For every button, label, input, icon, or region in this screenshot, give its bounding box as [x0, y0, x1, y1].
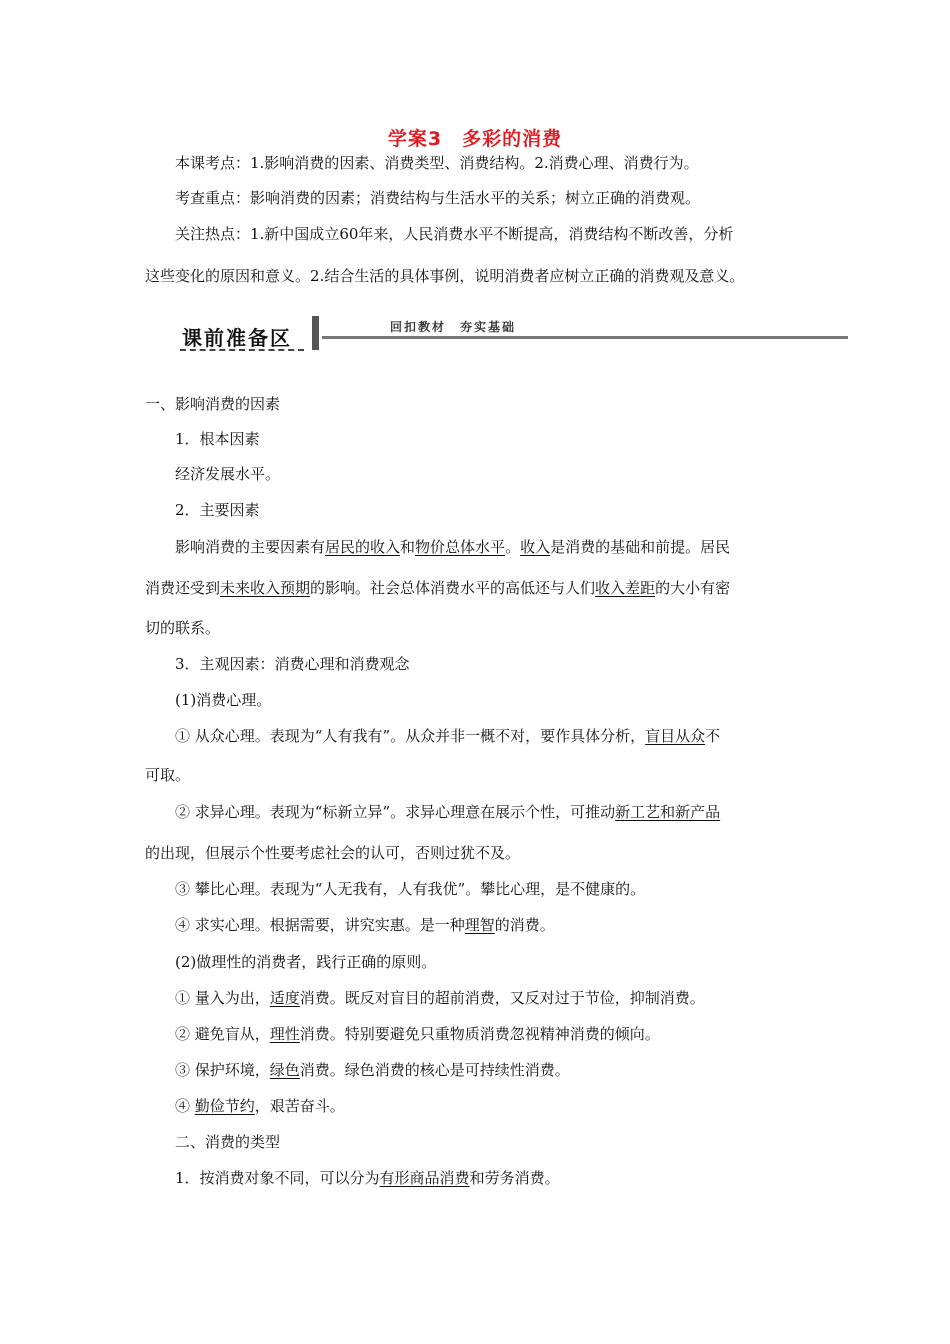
- principle-item-3: [175, 1060, 570, 1080]
- text-span: 影响消费的主要因素有: [175, 538, 326, 556]
- answer-blank: 理性: [269, 1025, 300, 1043]
- text-span: ② 求异心理。表现为“标新立异”。求异心理意在展示个性，可推动: [175, 803, 616, 821]
- answer-blank: 理智: [464, 916, 495, 934]
- text-span: 1．按消费对象不同，可以分为: [175, 1169, 380, 1187]
- text-span: 消费还受到: [145, 579, 221, 597]
- text-span: 和劳务消费。: [469, 1169, 560, 1187]
- psychology-item-4: [175, 915, 555, 935]
- paragraph-1-2-line2: [145, 578, 730, 598]
- text-span: 的影响。社会总体消费水平的高低还与人们: [310, 579, 596, 597]
- text-span: 和: [400, 538, 416, 556]
- text-span: ① 量入为出，: [175, 989, 270, 1007]
- text-span: 不: [705, 727, 721, 745]
- principle-item-1: [175, 988, 705, 1008]
- text-span: ，艰苦奋斗。: [254, 1097, 345, 1115]
- text-span: 消费。绿色消费的核心是可持续性消费。: [299, 1061, 570, 1079]
- answer-blank: 适度: [269, 989, 300, 1007]
- key-points: 考查重点：影响消费的因素；消费结构与生活水平的关系；树立正确的消费观。: [175, 189, 701, 207]
- banner-rule: [322, 336, 848, 339]
- answer-blank: 盲目从众: [645, 727, 706, 745]
- paragraph-1-1: 经济发展水平。: [175, 465, 281, 483]
- answer-blank: 未来收入预期: [220, 579, 311, 597]
- hot-topics-line2: 这些变化的原因和意义。2.结合生活的具体事例，说明消费者应树立正确的消费观及意义。: [145, 267, 745, 285]
- subheading-1-3: 3．主观因素：消费心理和消费观念: [175, 655, 410, 673]
- answer-blank: 勤俭节约: [194, 1097, 255, 1115]
- exam-points: 本课考点：1.影响消费的因素、消费类型、消费结构。2.消费心理、消费行为。: [175, 154, 699, 172]
- answer-blank: 收入: [520, 538, 551, 556]
- principle-item-4: [175, 1096, 345, 1116]
- text-span: ② 避免盲从，: [175, 1025, 270, 1043]
- subheading-1-2: 2．主要因素: [175, 501, 260, 519]
- psychology-item-1: [175, 726, 720, 746]
- banner-divider-bar: [312, 316, 319, 350]
- text-span: 是消费的基础和前提。居民: [550, 538, 731, 556]
- banner-subtitle: 回扣教材 夯实基础: [390, 320, 517, 334]
- subheading-1-3-2: (2)做理性的消费者，践行正确的原则。: [175, 953, 437, 971]
- banner-dash-underline: [180, 349, 304, 351]
- answer-blank: 收入差距: [595, 579, 656, 597]
- answer-blank: 绿色: [269, 1061, 300, 1079]
- text-span: 的大小有密: [655, 579, 731, 597]
- principle-item-2: [175, 1024, 660, 1044]
- text-span: 的消费。: [494, 916, 555, 934]
- paragraph-1-2-line1: [175, 537, 730, 557]
- subheading-1-1: 1．根本因素: [175, 430, 260, 448]
- hot-topics-line1: 关注热点：1.新中国成立60年来，人民消费水平不断提高，消费结构不断改善，分析: [175, 225, 734, 243]
- subheading-1-3-1: (1)消费心理。: [175, 691, 272, 709]
- answer-blank: 新工艺和新产品: [615, 803, 721, 821]
- section-banner: [176, 314, 848, 354]
- psychology-item-2: [175, 802, 720, 822]
- banner-label: 课前准备区: [182, 326, 292, 350]
- psychology-item-3: ③ 攀比心理。表现为“人无我有，人有我优”。攀比心理，是不健康的。: [175, 880, 646, 898]
- psychology-item-2-cont: 的出现，但展示个性要考虑社会的认可，否则过犹不及。: [145, 844, 521, 862]
- text-span: ④ 求实心理。根据需要，讲究实惠。是一种: [175, 916, 465, 934]
- paragraph-1-2-line3: 切的联系。: [145, 619, 221, 637]
- psychology-item-1-cont: 可取。: [145, 766, 191, 784]
- banner-label-box: [176, 316, 304, 350]
- text-span: ④: [175, 1097, 195, 1115]
- text-span: 。: [505, 538, 521, 556]
- text-span: ③ 保护环境，: [175, 1061, 270, 1079]
- answer-blank: 有形商品消费: [379, 1169, 470, 1187]
- answer-blank: 居民的收入: [325, 538, 401, 556]
- text-span: 消费。特别要避免只重物质消费忽视精神消费的倾向。: [299, 1025, 660, 1043]
- consumption-type-1: [175, 1168, 560, 1188]
- page-title: 学案3 多彩的消费: [387, 128, 563, 150]
- section-heading-1: 一、影响消费的因素: [145, 395, 281, 413]
- text-span: ① 从众心理。表现为“人有我有”。从众并非一概不对，要作具体分析，: [175, 727, 646, 745]
- text-span: 消费。既反对盲目的超前消费，又反对过于节俭，抑制消费。: [299, 989, 705, 1007]
- answer-blank: 物价总体水平: [415, 538, 506, 556]
- section-heading-2: 二、消费的类型: [175, 1133, 281, 1151]
